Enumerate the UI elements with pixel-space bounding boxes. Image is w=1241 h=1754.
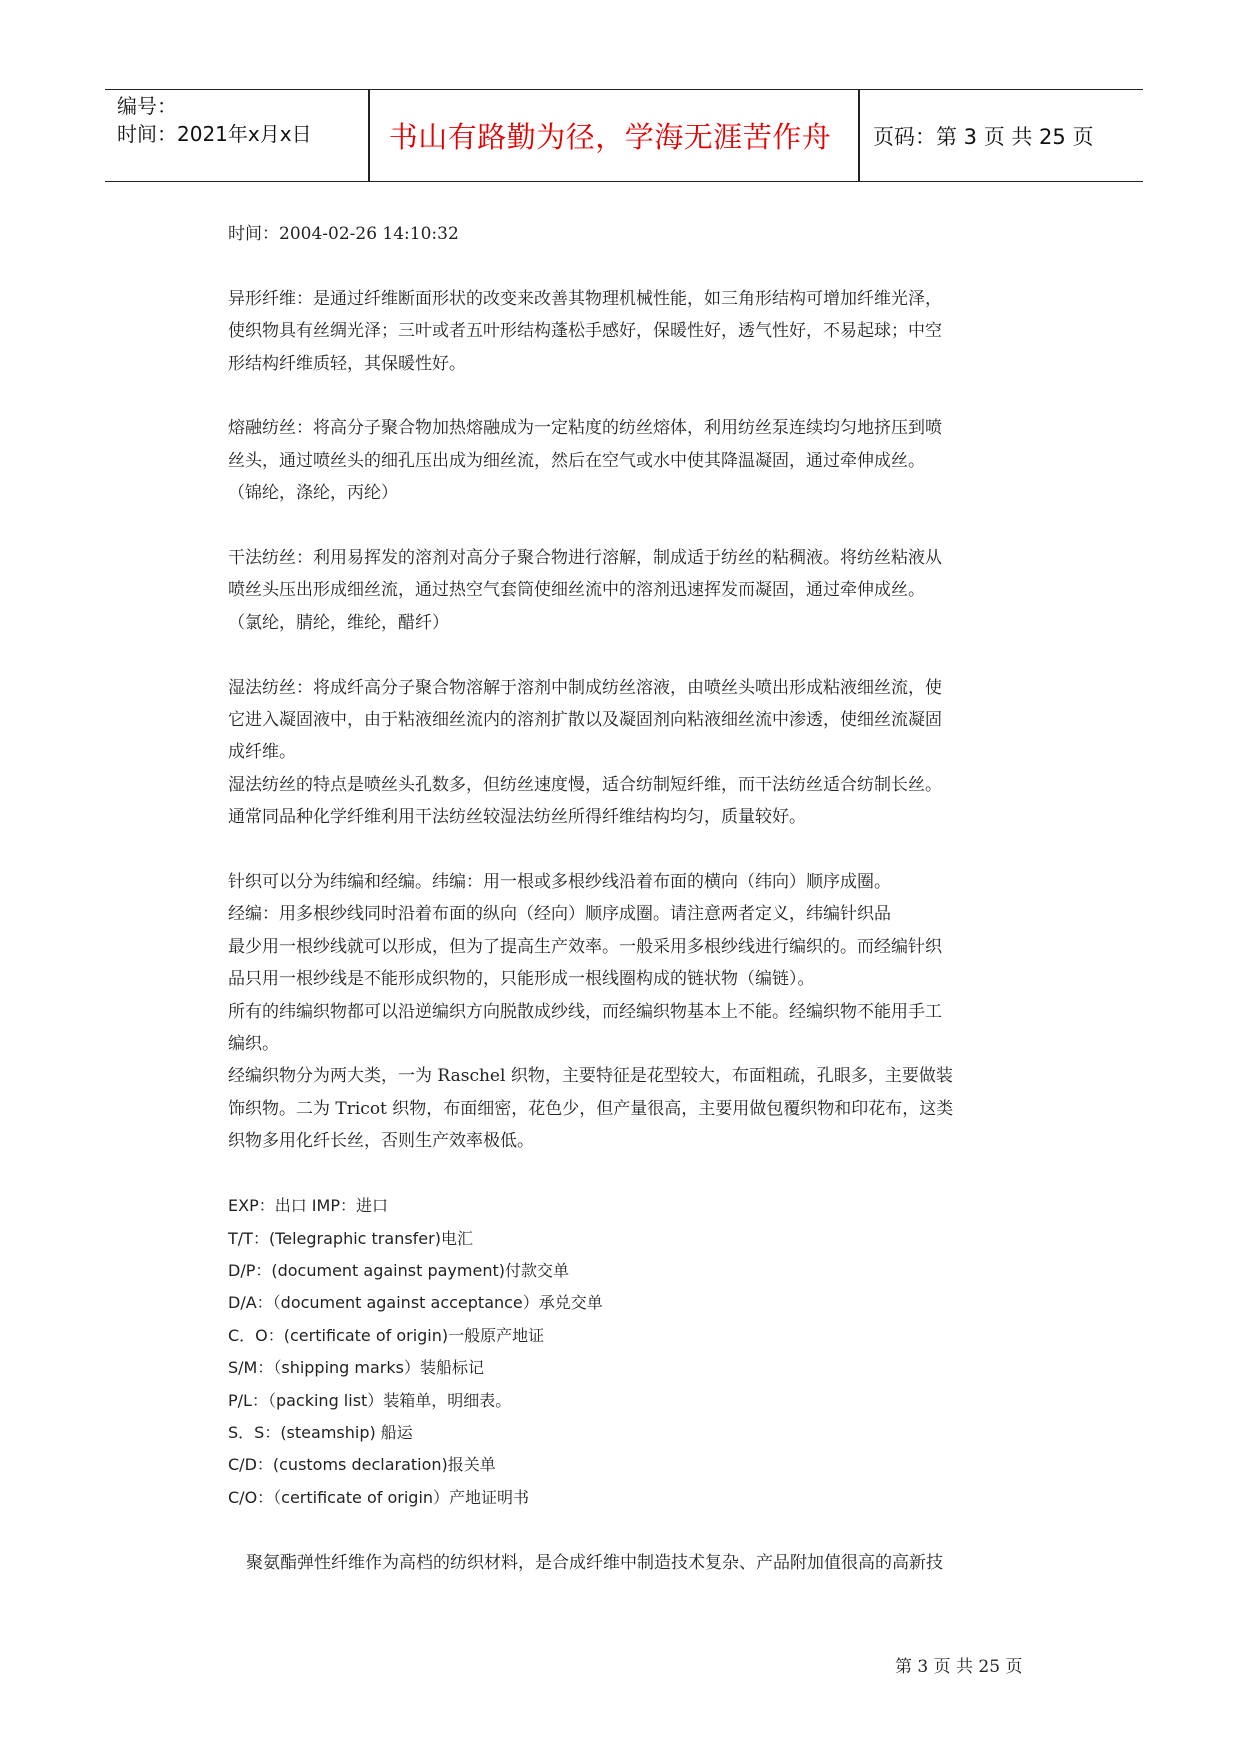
text-line: 丝头，通过喷丝头的细孔压出成为细丝流，然后在空气或水中使其降温凝固，通过牵伸成丝。: [228, 450, 925, 471]
term-item: S．S：(steamship) 船运: [228, 1422, 413, 1442]
paragraph-knitting: [228, 866, 1028, 1158]
term-item: D/P：(document against payment)付款交单: [228, 1260, 569, 1280]
header-motto: 书山有路勤为径，学海无涯苦作舟: [388, 120, 832, 154]
text-line: 喷丝头压出形成细丝流，通过热空气套筒使细丝流中的溶剂迅速挥发而凝固，通过牵伸成丝。: [228, 580, 925, 601]
text-line: （锦纶，涤纶，丙纶）: [228, 483, 398, 504]
text-line: 熔融纺丝：将高分子聚合物加热熔融成为一定粘度的纺丝熔体，利用纺丝泵连续均匀地挤压到喷: [228, 418, 942, 439]
header-meta: [117, 92, 367, 148]
term-item: T/T：(Telegraphic transfer)电汇: [228, 1228, 473, 1248]
term-item: P/L：（packing list）装箱单，明细表。: [228, 1390, 512, 1410]
text-line: 湿法纺丝：将成纤高分子聚合物溶解于溶剂中制成纺丝溶液，由喷丝头喷出形成粘液细丝流，使: [228, 677, 942, 698]
text-line: 饰织物。二为 Tricot 织物，布面细密，花色少，但产量很高，主要用做包覆织物和印花布，这类: [228, 1098, 954, 1119]
text-line: 所有的纬编织物都可以沿逆编织方向脱散成纱线，而经编织物基本上不能。经编织物不能用手工: [228, 1001, 942, 1022]
text-line: 品只用一根纱线是不能形成织物的，只能形成一根线圈构成的链状物（编链）。: [228, 969, 815, 990]
header-divider: [858, 90, 860, 181]
text-line: 它进入凝固液中，由于粘液细丝流内的溶剂扩散以及凝固剂向粘液细丝流中渗透，使细丝流凝固: [228, 710, 942, 731]
text-line: 经编：用多根纱线同时沿着布面的纵向（经向）顺序成圈。请注意两者定义，纬编针织品: [228, 904, 891, 925]
text-line: （氯纶，腈纶，维纶，醋纤）: [228, 612, 449, 633]
text-line: 经编织物分为两大类，一为 Raschel 织物，主要特征是花型较大，布面粗疏，孔眼多，主要做装: [228, 1066, 953, 1087]
term-item: C/O：（certificate of origin）产地证明书: [228, 1487, 530, 1507]
paragraph-melt-spinning: [228, 412, 1028, 509]
header-time-label: 时间：2021年x月x日: [117, 122, 312, 146]
term-item: S/M：（shipping marks）装船标记: [228, 1358, 484, 1378]
text-line: 织物多用化纤长丝，否则生产效率极低。: [228, 1131, 534, 1152]
text-line: 形结构纤维质轻，其保暖性好。: [228, 353, 466, 374]
page-header: [105, 89, 1143, 182]
trade-terms-list: [228, 1190, 1028, 1514]
paragraph-wet-spinning: [228, 672, 1028, 834]
footer-page-number: 第 3 页 共 25 页: [895, 1657, 1023, 1677]
term-item: C．O：(certificate of origin)一般原产地证: [228, 1325, 545, 1345]
paragraph-profiled-fiber: [228, 283, 1028, 380]
paragraph-dry-spinning: [228, 542, 1028, 639]
text-line: 成纤维。: [228, 742, 296, 763]
document-body: [228, 218, 1028, 1579]
term-item: EXP：出口 IMP：进口: [228, 1196, 388, 1216]
text-line: 最少用一根纱线就可以形成，但为了提高生产效率。一般采用多根纱线进行编织的。而经编针织: [228, 936, 942, 957]
header-page-number: 页码：第 3 页 共 25 页: [873, 124, 1094, 149]
text-line: 异形纤维：是通过纤维断面形状的改变来改善其物理机械性能，如三角形结构可增加纤维光泽，: [228, 288, 942, 309]
text-line: 湿法纺丝的特点是喷丝头孔数多，但纺丝速度慢，适合纺制短纤维，而干法纺丝适合纺制长丝。: [228, 774, 942, 795]
paragraph-spandex-intro: 聚氨酯弹性纤维作为高档的纺织材料，是合成纤维中制造技术复杂、产品附加值很高的高新技: [246, 1552, 943, 1573]
document-timestamp: 时间：2004-02-26 14:10:32: [228, 224, 459, 244]
text-line: 通常同品种化学纤维利用干法纺丝较湿法纺丝所得纤维结构均匀，质量较好。: [228, 807, 806, 828]
term-item: C/D：(customs declaration)报关单: [228, 1455, 496, 1475]
text-line: 干法纺丝：利用易挥发的溶剂对高分子聚合物进行溶解，制成适于纺丝的粘稠液。将纺丝粘液从: [228, 548, 942, 569]
text-line: 针织可以分为纬编和经编。纬编：用一根或多根纱线沿着布面的横向（纬向）顺序成圈。: [228, 872, 891, 893]
term-item: D/A：（document against acceptance）承兑交单: [228, 1293, 603, 1313]
text-line: 编织。: [228, 1034, 279, 1055]
text-line: 使织物具有丝绸光泽；三叶或者五叶形结构蓬松手感好，保暖性好，透气性好，不易起球；中空: [228, 321, 942, 342]
serial-number-label: 编号：: [117, 94, 177, 118]
